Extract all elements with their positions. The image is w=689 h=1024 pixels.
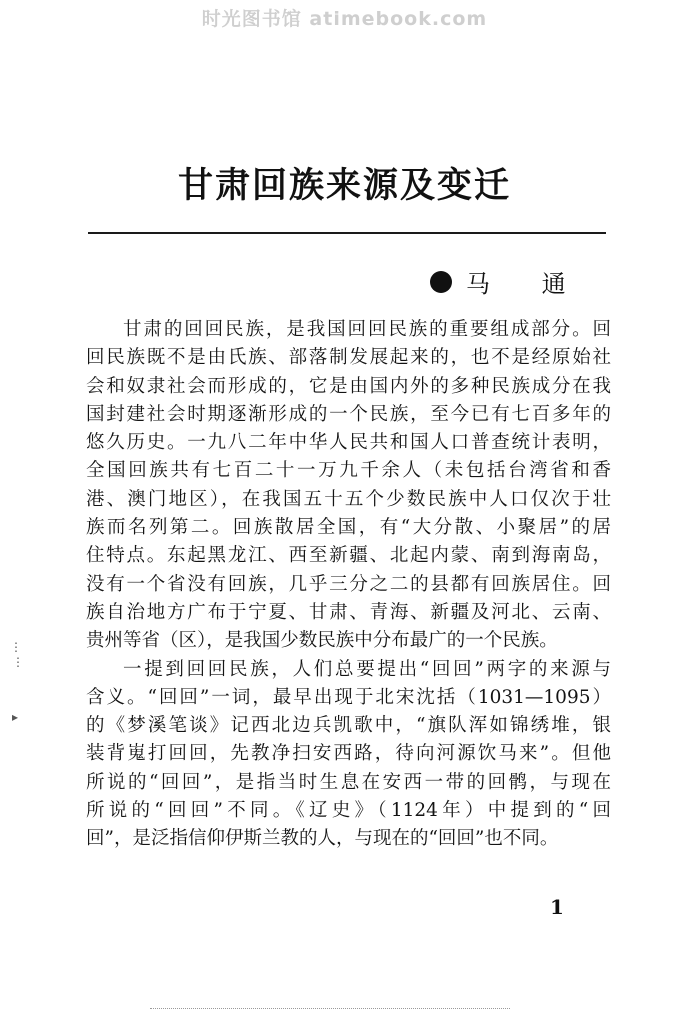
bottom-rule (150, 1008, 510, 1009)
paragraph-line: 族自治地方广布于宁夏、甘肃、青海、新疆及河北、云南、 (86, 601, 611, 623)
paragraph-line: 的《梦溪笔谈》记西北边兵凯歌中，“旗队浑如锦绣堆，银 (86, 715, 611, 737)
watermark: 时光图书馆 atimebook.com (201, 8, 488, 30)
article-body (86, 316, 611, 854)
margin-mark: ⋮ (10, 640, 22, 654)
paragraph-line: 全国回族共有七百二十一万九千余人（未包括台湾省和香 (86, 460, 611, 482)
paragraph-line: 国封建社会时期逐渐形成的一个民族，至今已有七百多年的 (86, 403, 611, 425)
paragraph-line: 含义。“回回”一词，最早出现于北宋沈括（1031—1095） (86, 686, 611, 708)
paragraph-line: 回”，是泛指信仰伊斯兰教的人，与现在的“回回”也不同。 (86, 828, 559, 850)
paragraph-line: 一提到回回民族，人们总要提出“回回”两字的来源与 (123, 658, 611, 680)
margin-mark: ⋮ (12, 655, 24, 669)
page-number: 1 (550, 895, 564, 919)
paragraph-line: 没有一个省没有回族，几乎三分之二的县都有回族居住。回 (86, 573, 611, 595)
author-byline (430, 264, 588, 299)
author-name: 马 通 (466, 270, 588, 298)
paragraph-line: 族而名列第二。回族散居全国，有“大分散、小聚居”的居 (86, 517, 611, 539)
paragraph-line: 甘肃的回回民族，是我国回回民族的重要组成部分。回 (123, 319, 611, 340)
paragraph-line: 港、澳门地区），在我国五十五个少数民族中人口仅次于壮 (86, 488, 611, 510)
paragraph-line: 住特点。东起黑龙江、西至新疆、北起内蒙、南到海南岛， (86, 545, 611, 567)
bullet-icon (430, 271, 452, 293)
paragraph-line: 所说的“回回”，是指当时生息在安西一带的回鹘，与现在 (86, 771, 611, 793)
paragraph-line: 所说的“回回”不同。《辽史》（1124年）中提到的“回 (86, 800, 611, 822)
paragraph-line: 贵州等省（区），是我国少数民族中分布最广的一个民族。 (86, 630, 558, 652)
margin-mark: ▸ (12, 710, 19, 724)
title-rule (88, 232, 606, 234)
paragraph-line: 悠久历史。一九八二年中华人民共和国人口普查统计表明， (86, 432, 611, 454)
paragraph-line: 回民族既不是由氏族、部落制发展起来的，也不是经原始社 (86, 347, 611, 369)
article-title: 甘肃回族来源及变迁 (177, 166, 511, 206)
paragraph-line: 装背嵬打回回，先教净扫安西路，待向河源饮马来”。但他 (86, 743, 611, 765)
paragraph-line: 会和奴隶社会而形成的，它是由国内外的多种民族成分在我 (86, 375, 611, 397)
